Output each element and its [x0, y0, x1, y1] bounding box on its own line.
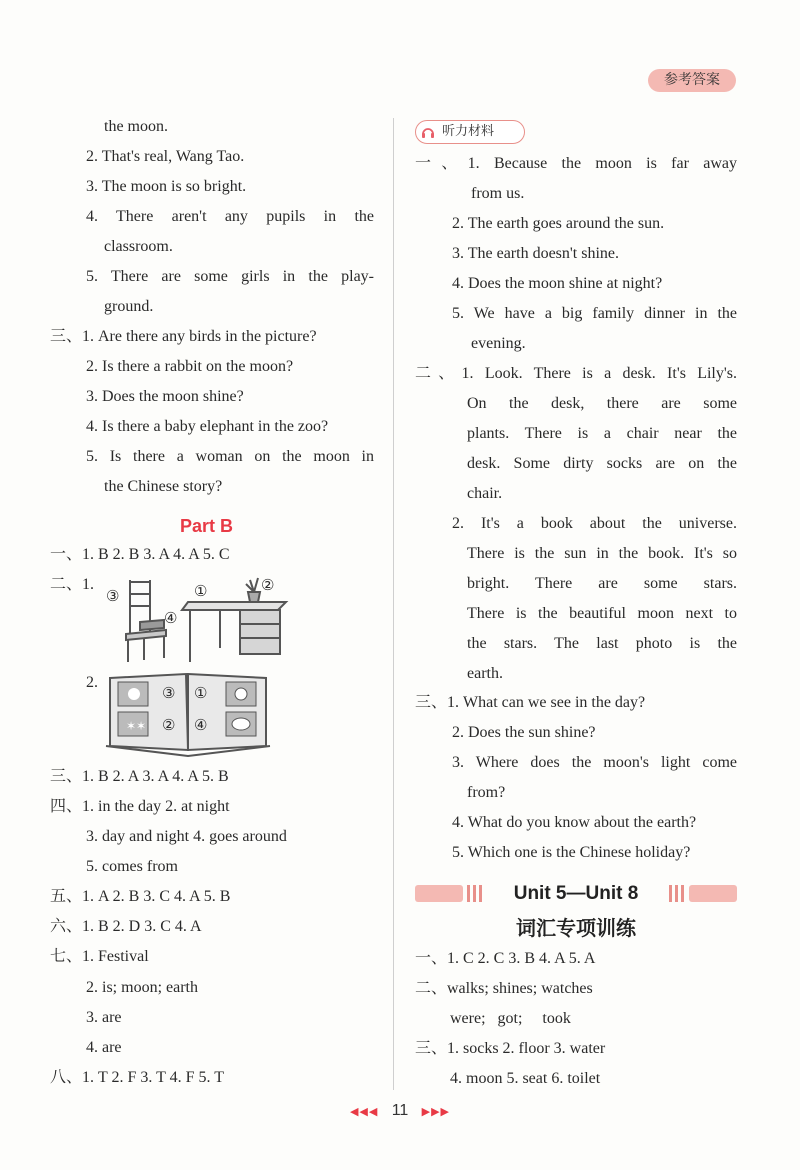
- listening-material-text: 听力材料: [442, 124, 495, 139]
- left-line: 5. There are some girls in the play-: [86, 268, 374, 285]
- pic1-label: ③: [106, 589, 120, 605]
- pic1-label: ②: [261, 578, 275, 594]
- unit-banner: [415, 880, 737, 908]
- right-line: 5. We have a big family dinner in the: [452, 305, 737, 322]
- right-line: 2. The earth goes around the sun.: [452, 215, 665, 232]
- vocab-answer-line: 4. moon 5. seat 6. toilet: [450, 1070, 601, 1087]
- pic2-label: ②: [162, 718, 176, 734]
- right-line: There is the sun in the book. It's so: [467, 545, 737, 562]
- left-arrows-icon: ◀◀◀: [349, 1106, 379, 1118]
- left-line: 5. Is there a woman on the moon in: [86, 448, 374, 465]
- vocab-answer-line: 一、1. C 2. C 3. B 4. A 5. A: [415, 950, 596, 967]
- left-answer-line: 一、1. B 2. B 3. A 4. A 5. C: [50, 546, 230, 563]
- left-line: ground.: [104, 298, 154, 315]
- right-line: 三、1. What can we see in the day?: [415, 694, 646, 711]
- left-answer-line: 二、1.: [50, 576, 95, 593]
- left-line: 2. That's real, Wang Tao.: [86, 148, 245, 165]
- left-line: 4. There aren't any pupils in the: [86, 208, 374, 225]
- right-line: 3. Where does the moon's light come: [452, 754, 737, 771]
- part-b-heading: Part B: [180, 516, 234, 536]
- right-line: chair.: [467, 485, 503, 502]
- right-line: from?: [467, 784, 506, 801]
- vocab-answer-line: were; got; took: [450, 1010, 571, 1027]
- left-answer-line: 六、1. B 2. D 3. C 4. A: [50, 918, 202, 935]
- svg-text:✶✶: ✶✶: [126, 719, 147, 733]
- universe-book-picture: [104, 668, 274, 758]
- right-line: 5. Which one is the Chinese holiday?: [452, 844, 691, 861]
- left-answer-line: 5. comes from: [86, 858, 178, 875]
- left-line: the Chinese story?: [104, 478, 223, 495]
- left-answer-line: 4. are: [86, 1039, 122, 1056]
- answer-key-badge: 参考答案: [648, 69, 736, 92]
- right-line: evening.: [471, 335, 526, 352]
- left-answer-line: 2.: [86, 674, 98, 691]
- right-line: 4. Does the moon shine at night?: [452, 275, 663, 292]
- right-line: bright. There are some stars.: [467, 575, 737, 592]
- right-line: desk. Some dirty socks are on the: [467, 455, 737, 472]
- left-line: 4. Is there a baby elephant in the zoo?: [86, 418, 329, 435]
- right-line: the stars. The last photo is the: [467, 635, 737, 652]
- left-line: 3. The moon is so bright.: [86, 178, 247, 195]
- left-answer-line: 三、1. B 2. A 3. A 4. A 5. B: [50, 768, 229, 785]
- left-line: classroom.: [104, 238, 173, 255]
- headphones-icon: [421, 125, 435, 139]
- vocab-answer-line: 二、walks; shines; watches: [415, 980, 593, 997]
- left-line: 3. Does the moon shine?: [86, 388, 244, 405]
- right-line: 4. What do you know about the earth?: [452, 814, 697, 831]
- right-line: 二、1. Look. There is a desk. It's Lily's.: [415, 365, 737, 382]
- left-answer-line: 3. are: [86, 1009, 122, 1026]
- right-line: earth.: [467, 665, 503, 682]
- pic1-label: ④: [164, 611, 178, 627]
- right-line: On the desk, there are some: [467, 395, 737, 412]
- left-answer-line: 五、1. A 2. B 3. C 4. A 5. B: [50, 888, 231, 905]
- left-line: the moon.: [104, 118, 168, 135]
- pic1-label: ①: [194, 584, 208, 600]
- left-answer-line: 2. is; moon; earth: [86, 979, 198, 996]
- left-answer-line: 3. day and night 4. goes around: [86, 828, 287, 845]
- left-answer-line: 四、1. in the day 2. at night: [50, 798, 230, 815]
- right-line: 2. Does the sun shine?: [452, 724, 596, 741]
- left-line: 三、1. Are there any birds in the picture?: [50, 328, 317, 345]
- vocab-answer-line: 三、1. socks 2. floor 3. water: [415, 1040, 606, 1057]
- left-answer-line: 八、1. T 2. F 3. T 4. F 5. T: [50, 1069, 224, 1086]
- right-line: 2. It's a book about the universe.: [452, 515, 737, 532]
- page-number: 11: [391, 1102, 409, 1119]
- unit-title: Unit 5—Unit 8: [513, 883, 639, 904]
- vocab-training-title: 词汇专项训练: [516, 916, 636, 940]
- right-line: 3. The earth doesn't shine.: [452, 245, 619, 262]
- listening-material-label: [415, 120, 525, 144]
- pic2-label: ③: [162, 686, 176, 702]
- page-footer: [0, 1102, 800, 1120]
- right-line: from us.: [471, 185, 525, 202]
- right-line: There is the beautiful moon next to: [467, 605, 737, 622]
- right-arrows-icon: ▶▶▶: [421, 1106, 451, 1118]
- pic2-label: ①: [194, 686, 208, 702]
- left-answer-line: 七、1. Festival: [50, 948, 149, 965]
- pic2-label: ④: [194, 718, 208, 734]
- right-line: 一、1. Because the moon is far away: [415, 155, 737, 172]
- left-line: 2. Is there a rabbit on the moon?: [86, 358, 294, 375]
- right-line: plants. There is a chair near the: [467, 425, 737, 442]
- column-divider: [393, 118, 394, 1090]
